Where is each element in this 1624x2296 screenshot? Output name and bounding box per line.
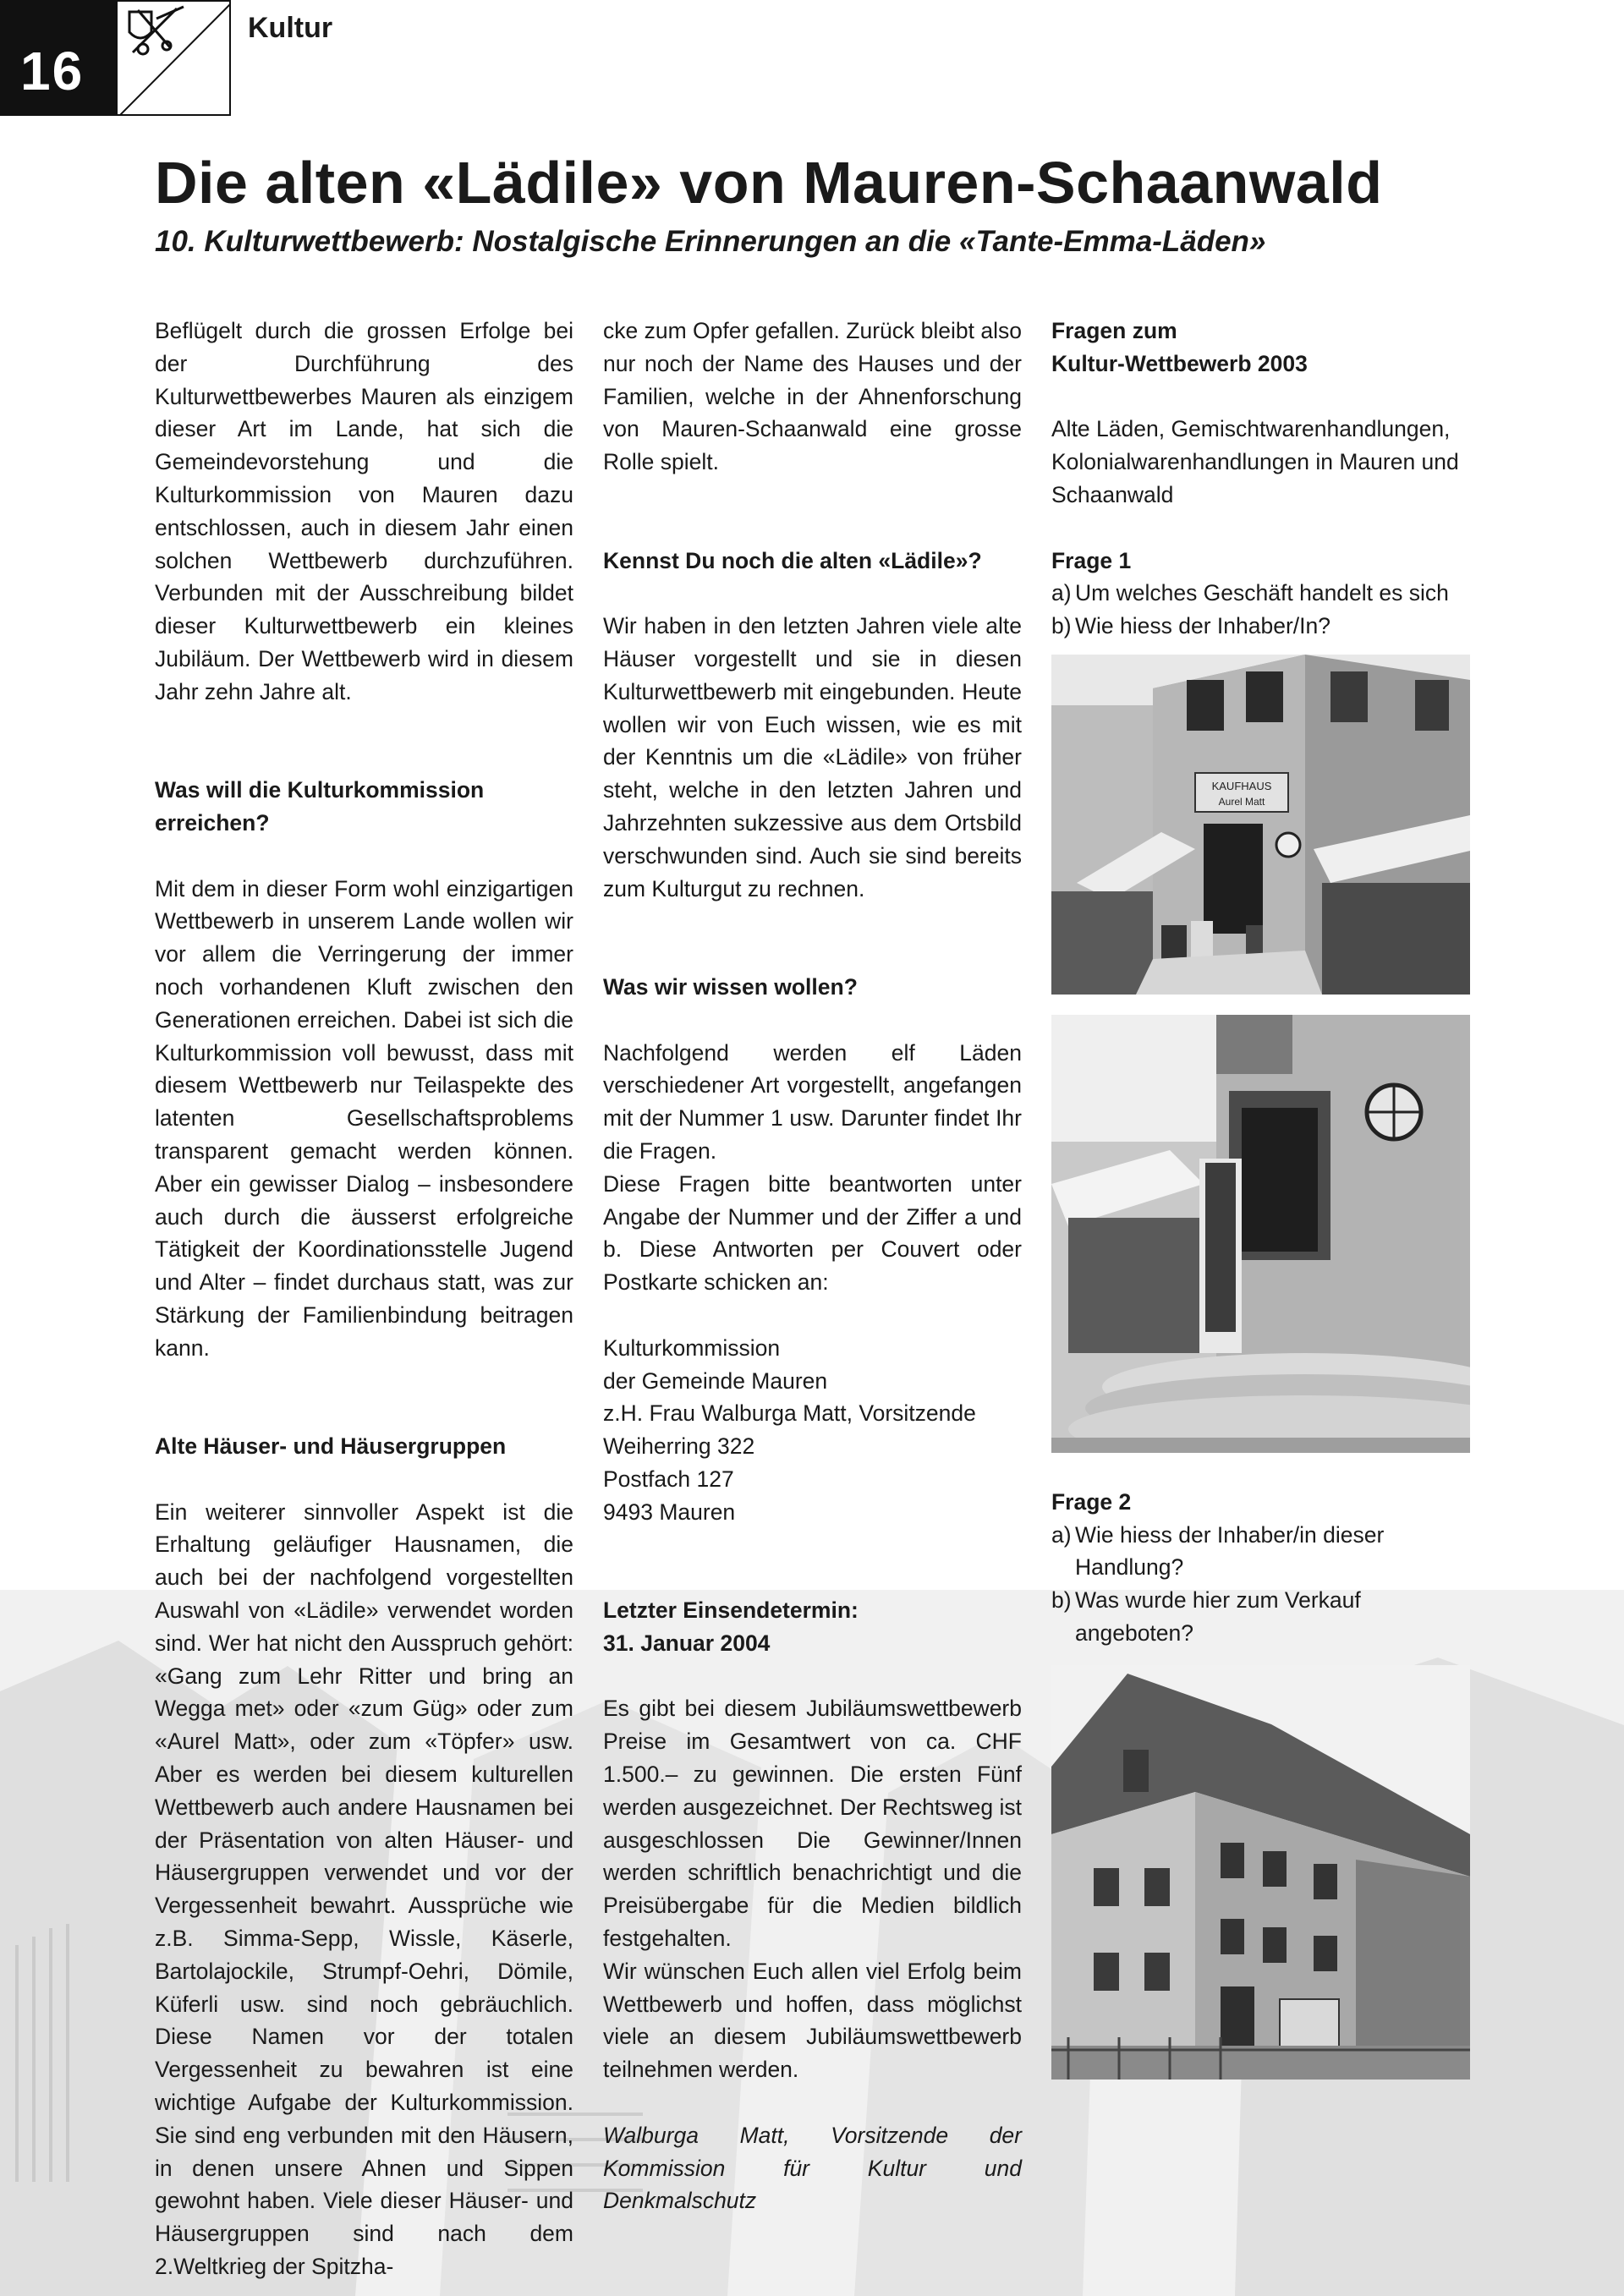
address-line: der Gemeinde Mauren — [603, 1367, 828, 1394]
question-item — [1051, 1584, 1470, 1650]
question-2-title: Frage 2 — [1051, 1488, 1132, 1515]
deadline-date: 31. Januar 2004 — [603, 1630, 771, 1656]
competition-topic: Alte Läden, Gemischtwarenhandlungen, Kolonialwarenhandlungen in Mauren und Schaanwald — [1051, 416, 1459, 507]
old-houses-paragraph: Ein weiterer sinnvoller Aspekt ist die Erhaltung geläufiger Hausnamen, die auch bei der nachfolgend vorgestellten Auswahl von «Lädile» verwendet worden sind. Wer hat nicht den Ausspruch gehört: «Gang zum Lehr Ritter und bring an Wegga met» oder «zum Güg» oder zum «Aurel Matt», oder zum «Töpfer» usw. Aber es werden bei diesem kulturellen Wettbewerb auch andere Hausnamen bei der Präsentation von alten Häuser- und Häusergruppen verwendet und vor der Vergessenheit bewahrt. Aussprüche wie z.B. Simma-Sepp, Wissle, Käserle, Bartolajockile, Strumpf-Oehri, Dömile, Küferli usw. sind noch gebräuchlich. Diese Namen vor der totalen Vergessenheit zu bewahren ist eine wichtige Aufgabe der Kulturkommission. Sie sind eng verbunden mit den Häusern, in denen unsere Ahnen und Sippen gewohnt haben. Viele dieser Häuser- und Häusergruppen sind nach dem 2.Weltkrieg der Spitzha- — [155, 1499, 573, 2280]
column-1 — [155, 315, 573, 2283]
heading-old-houses: Alte Häuser- und Häusergruppen — [155, 1433, 507, 1460]
signature: Walburga Matt, Vorsitzende der Kommission für Kultur und Denkmalschutz — [603, 2122, 1022, 2214]
page-number-box — [0, 0, 116, 116]
heading-what-we-want: Was wir wissen wollen? — [603, 973, 858, 1000]
question-marker: a) — [1051, 580, 1072, 606]
column-2 — [603, 315, 1022, 2217]
question-text: Wie hiess der Inhaber/in dieser Handlung? — [1075, 1521, 1385, 1581]
coat-of-arms-icon — [116, 0, 231, 116]
know-shops-paragraph: Wir haben in den letzten Jahren viele alte Häuser vorgestellt und sie in diesen Kulturwettbewerb mit eingebunden. Heute wollen wir von Euch wissen, wie es mit der Kenntnis um die «Lädile» von früher steht, welche in den letzten Jahren und Jahrzehnten sukzessive aus dem Ortsbild verschwunden sind. Auch sie sind bereits zum Kulturgut zu rechnen. — [603, 613, 1022, 901]
question-text: Um welches Geschäft handelt es sich — [1075, 580, 1449, 606]
section-label: Kultur — [248, 12, 333, 44]
question-marker: b) — [1051, 1587, 1072, 1614]
question-item — [1051, 577, 1470, 610]
prizes-paragraph: Es gibt bei diesem Jubiläumswettbewerb Preise im Gesamtwert von ca. CHF 1.500.– zu gewinnen. Die ersten Fünf werden ausgezeichnet. Der Rechtsweg ist ausgeschlossen Die Gewinner/Innen werden schriftlich benachrichtigt und die Preisübergabe für die Medien bildlich festgehalten. — [603, 1696, 1022, 1952]
question-text: Was wurde hier zum Verkauf angeboten? — [1075, 1587, 1361, 1646]
heading-know-shops: Kennst Du noch die alten «Lädile»? — [603, 547, 982, 573]
question-text: Wie hiess der Inhaber/In? — [1075, 613, 1330, 639]
address-line: Kulturkommission — [603, 1334, 781, 1361]
address-line: Postfach 127 — [603, 1466, 734, 1492]
questions-box-title: Fragen zum — [1051, 318, 1177, 343]
question-1-title: Frage 1 — [1051, 547, 1132, 573]
article-title: Die alten «Lädile» von Mauren-Schaanwald — [155, 150, 1383, 216]
heading-goals: Was will die Kulturkommission erreichen? — [155, 777, 485, 836]
intro-paragraph: Beflügelt durch die grossen Erfolge bei der Durchführung des Kulturwettbewerbes Mauren als einzigem dieser Art im Lande, hat sich die Gemeindevorstehung und die Kulturkommission von Mauren dazu entschlossen, auch in diesem Jahr einen solchen Wettbewerb durchzuführen. Verbunden mit der Ausschreibung bildet dieser Kulturwettbewerb ein kleines Jubiläum. Der Wettbewerb wird in diesem Jahr zehn Jahre alt. — [155, 318, 573, 704]
question-item — [1051, 610, 1470, 643]
column-3 — [1051, 315, 1470, 2080]
article-subtitle: 10. Kulturwettbewerb: Nostalgische Erinnerungen an die «Tante-Emma-Läden» — [155, 225, 1266, 258]
continuation-paragraph: cke zum Opfer gefallen. Zurück bleibt also nur noch der Name des Hauses und der Familien, welche in der Ahnenforschung von Mauren-Schaanwald eine grosse Rolle spielt. — [603, 318, 1022, 475]
question-marker: a) — [1051, 1521, 1072, 1548]
question-item — [1051, 1519, 1470, 1585]
wishes-paragraph: Wir wünschen Euch allen viel Erfolg beim Wettbewerb und hoffen, dass möglichst viele an diesem Jubiläumswettbewerb teilnehmen werden. — [603, 1958, 1022, 2083]
shop-sign-line-2: Aurel Matt — [1218, 795, 1265, 808]
instructions-paragraph: Nachfolgend werden elf Läden verschiedener Art vorgestellt, angefangen mit der Nummer 1 usw. Darunter findet Ihr die Fragen. — [603, 1039, 1022, 1164]
questions-box-title-2: Kultur-Wettbewerb 2003 — [1051, 350, 1308, 376]
address-line: Weiherring 322 — [603, 1433, 755, 1460]
shop-photo-3 — [1051, 1665, 1470, 2080]
address-line: z.H. Frau Walburga Matt, Vorsitzende — [603, 1400, 976, 1427]
address-line: 9493 Mauren — [603, 1499, 736, 1525]
shop-photo-1 — [1051, 655, 1470, 995]
goals-paragraph: Mit dem in dieser Form wohl einzigartigen Wettbewerb in unserem Lande wollen wir vor allem die Verringerung der immer noch vorhandenen Kluft zwischen den Generationen erreichen. Dabei ist sich die Kulturkommission voll bewusst, dass mit diesem Wettbewerb nur Teilaspekte des latenten Gesellschaftsproblems transparent gemacht werden können. Aber ein gewisser Dialog – insbesondere auch durch die äusserst erfolgreiche Tätigkeit der Koordinationsstelle Jugend und Alter – findet durchaus statt, was zur Stärkung der Familienbindung beitragen kann. — [155, 875, 573, 1361]
shop-photo-2 — [1051, 1015, 1470, 1453]
question-marker: b) — [1051, 613, 1072, 639]
deadline-label: Letzter Einsendetermin: — [603, 1597, 859, 1624]
page-number: 16 — [20, 41, 85, 101]
shop-sign-line-1: KAUFHAUS — [1211, 779, 1272, 792]
answer-instructions: Diese Fragen bitte beantworten unter Angabe der Nummer und der Ziffer a und b. Diese Antworten per Couvert oder Postkarte schicken an: — [603, 1170, 1022, 1296]
